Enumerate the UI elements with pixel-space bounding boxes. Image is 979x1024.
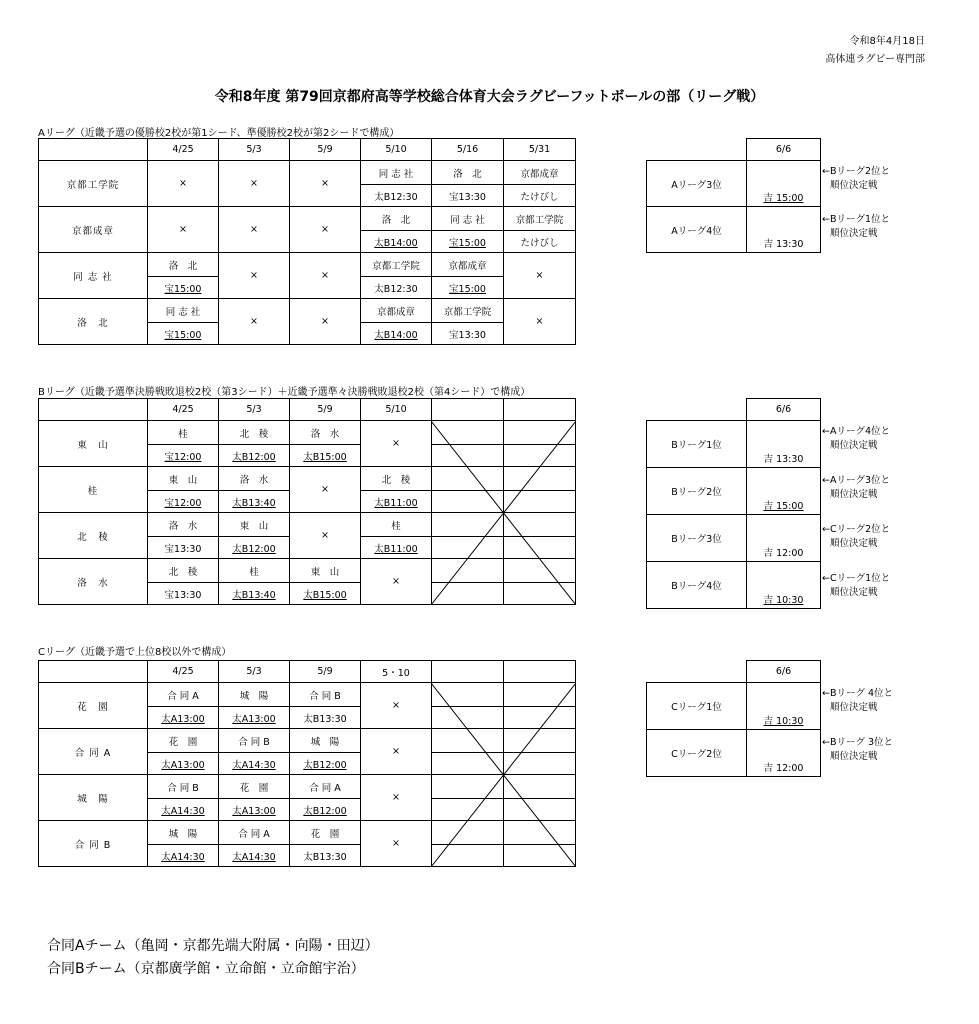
league-a-table (38, 138, 576, 345)
venue-time: 太B15:00 (303, 589, 347, 601)
team-name: 洛 水 (39, 559, 148, 605)
venue-time-cell (290, 445, 361, 467)
playoff-label: Cリーグ1位 (647, 683, 747, 730)
playoff-venue: 吉 15:00 (763, 501, 804, 512)
playoff-note-line: ←Cリーグ2位と (822, 524, 891, 535)
league-a-playoff-notes (822, 165, 890, 261)
date-header: 5/3 (219, 661, 290, 683)
opponent-cell: 合 同 B (219, 729, 290, 753)
opponent-cell: 京都成章 (361, 299, 432, 323)
venue-time: 太B13:30 (303, 713, 347, 725)
venue-time: 太B12:00 (232, 543, 276, 555)
venue-time: たけびし (520, 237, 559, 249)
playoff-venue-cell (747, 730, 821, 777)
no-match-cell: × (148, 207, 219, 253)
date-header (504, 399, 576, 421)
playoff-note-line: ←Aリーグ4位と (822, 426, 891, 437)
playoff-date: 6/6 (747, 399, 821, 421)
no-match-cell: × (219, 253, 290, 299)
no-match-cell: × (290, 467, 361, 513)
playoff-row (647, 161, 821, 207)
team-name: 東 山 (39, 421, 148, 467)
playoff-label: Bリーグ2位 (647, 468, 747, 515)
joint-team-a-note: 合同Aチーム（亀岡・京都先端大附属・向陽・田辺） (47, 938, 379, 954)
opponent-cell: 洛 水 (148, 513, 219, 537)
opponent-cell: 合 同 B (290, 683, 361, 707)
team-name: 京都工学院 (39, 161, 148, 207)
joint-team-notes (47, 935, 379, 981)
opponent-cell: 洛 北 (361, 207, 432, 231)
venue-time: 太A13:00 (161, 713, 205, 725)
opponent-cell: 合 同 A (290, 775, 361, 799)
no-match-cell: × (504, 299, 576, 345)
playoff-venue: 吉 10:30 (763, 595, 804, 606)
opponent-cell: 城 陽 (148, 821, 219, 845)
venue-time-cell (148, 753, 219, 775)
team-name: 桂 (39, 467, 148, 513)
organization-name: 高体連ラグビー専門部 (825, 54, 925, 65)
venue-time-cell (219, 707, 290, 729)
playoff-note-line: 順位決定戦 (830, 538, 878, 549)
opponent-cell: 東 山 (148, 467, 219, 491)
playoff-note-line: ←Bリーグ2位と (822, 166, 891, 177)
venue-time: 太A13:00 (232, 805, 276, 817)
venue-time: 太A14:30 (161, 851, 205, 863)
venue-time-cell (219, 537, 290, 559)
opponent-cell: 京都成章 (504, 161, 576, 185)
venue-time: 宝15:00 (449, 283, 486, 295)
league-a-playoff-table (646, 138, 821, 253)
venue-time: 太A14:30 (161, 805, 205, 817)
opponent-cell: 合 同 B (148, 775, 219, 799)
venue-time-cell (148, 491, 219, 513)
corner-cell (39, 139, 148, 161)
document-date-block (825, 33, 925, 69)
league-b-playoff-table (646, 398, 821, 609)
document-date: 令和8年4月18日 (849, 36, 925, 47)
playoff-note (822, 425, 890, 474)
venue-time-cell (219, 583, 290, 605)
date-header: 4/25 (148, 661, 219, 683)
venue-time: 太B12:00 (303, 759, 347, 771)
venue-time: 太B12:30 (374, 283, 418, 295)
opponent-cell: 桂 (219, 559, 290, 583)
playoff-note (822, 213, 890, 261)
venue-time-cell (148, 277, 219, 299)
venue-time-cell (290, 753, 361, 775)
venue-time-cell (219, 753, 290, 775)
venue-time-cell (432, 231, 504, 253)
team-name: 城 陽 (39, 775, 148, 821)
date-header: 5/9 (290, 661, 361, 683)
no-match-cell: × (290, 299, 361, 345)
venue-time: 太B15:00 (303, 451, 347, 463)
playoff-header-row (647, 661, 821, 683)
joint-team-b-note: 合同Bチーム（京都廣学館・立命館・立命館宇治） (47, 961, 365, 977)
playoff-row (647, 515, 821, 562)
playoff-note (822, 572, 890, 621)
venue-time: 宝15:00 (164, 283, 202, 295)
opponent-cell: 城 陽 (290, 729, 361, 753)
team-name: 合 同 A (39, 729, 148, 775)
no-match-cell: × (290, 207, 361, 253)
venue-time: 宝15:00 (164, 329, 202, 341)
playoff-note-line: 順位決定戦 (830, 180, 878, 191)
venue-time-cell (148, 323, 219, 345)
date-header: 5/3 (219, 399, 290, 421)
opponent-cell: 京都成章 (432, 253, 504, 277)
no-match-cell: × (290, 513, 361, 559)
venue-time-cell (148, 799, 219, 821)
date-header: 4/25 (148, 139, 219, 161)
venue-time: 太B14:00 (374, 329, 418, 341)
league-b-playoff-notes (822, 425, 890, 621)
team-name: 合 同 B (39, 821, 148, 867)
playoff-note-line: ←Bリーグ 3位と (822, 737, 894, 748)
playoff-note (822, 523, 890, 572)
no-match-cell: × (219, 207, 290, 253)
date-header: 5/9 (290, 139, 361, 161)
playoff-label: Aリーグ4位 (647, 207, 747, 253)
league-c-caption: Cリーグ（近畿予選で上位8校以外で構成） (38, 647, 232, 658)
match-row (39, 161, 576, 185)
playoff-note (822, 687, 893, 736)
venue-time-cell (290, 583, 361, 605)
team-name: 洛 北 (39, 299, 148, 345)
playoff-venue-cell (747, 562, 821, 609)
league-c-playoff-table (646, 660, 821, 777)
venue-time-cell (361, 231, 432, 253)
opponent-cell: 同 志 社 (361, 161, 432, 185)
venue-time: 宝15:00 (449, 237, 486, 249)
opponent-cell: 洛 水 (219, 467, 290, 491)
playoff-label: Bリーグ1位 (647, 421, 747, 468)
venue-time: 太B14:00 (374, 237, 418, 249)
playoff-venue: 吉 15:00 (763, 193, 804, 204)
playoff-note-line: ←Cリーグ1位と (822, 573, 891, 584)
venue-time-cell (290, 707, 361, 729)
playoff-venue: 吉 12:00 (763, 548, 804, 559)
venue-time-cell (361, 537, 432, 559)
playoff-row (647, 730, 821, 777)
venue-time: 太B11:00 (374, 543, 418, 555)
venue-time-cell (290, 845, 361, 867)
playoff-note-line: ←Bリーグ1位と (822, 214, 891, 225)
no-match-cell: × (219, 299, 290, 345)
opponent-cell: 洛 北 (148, 253, 219, 277)
playoff-note-line: 順位決定戦 (830, 702, 878, 713)
venue-time-cell (361, 323, 432, 345)
venue-time: 太B13:30 (303, 851, 347, 863)
venue-time: 太A13:00 (232, 713, 276, 725)
unused-slots-cross (431, 421, 576, 605)
venue-time: 宝13:30 (164, 543, 202, 555)
no-match-cell: × (361, 729, 432, 775)
team-name: 同 志 社 (39, 253, 148, 299)
no-match-cell: × (361, 421, 432, 467)
playoff-venue-cell (747, 161, 821, 207)
venue-time-cell (148, 707, 219, 729)
playoff-note-line: 順位決定戦 (830, 440, 878, 451)
playoff-note-line: 順位決定戦 (830, 751, 878, 762)
venue-time-cell (219, 799, 290, 821)
corner-cell (39, 399, 148, 421)
playoff-row (647, 562, 821, 609)
playoff-note (822, 165, 890, 213)
playoff-header-row (647, 139, 821, 161)
venue-time-cell (219, 845, 290, 867)
venue-time: たけびし (520, 191, 559, 203)
venue-time-cell (432, 323, 504, 345)
playoff-note (822, 736, 893, 785)
match-row (39, 299, 576, 323)
venue-time-cell (148, 845, 219, 867)
no-match-cell: × (361, 775, 432, 821)
corner-cell (39, 661, 148, 683)
venue-time-cell (361, 277, 432, 299)
playoff-venue: 吉 13:30 (763, 454, 804, 465)
opponent-cell: 京都工学院 (504, 207, 576, 231)
playoff-corner (647, 399, 747, 421)
no-match-cell: × (290, 161, 361, 207)
venue-time-cell (504, 231, 576, 253)
playoff-venue-cell (747, 207, 821, 253)
venue-time: 宝12:00 (164, 451, 202, 463)
opponent-cell: 花 園 (148, 729, 219, 753)
document-title: 令和8年度 第79回京都府高等学校総合体育大会ラグビーフットボールの部（リーグ戦） (214, 89, 765, 105)
playoff-venue: 吉 12:00 (763, 763, 804, 774)
no-match-cell: × (219, 161, 290, 207)
no-match-cell: × (148, 161, 219, 207)
unused-slots-cross (431, 683, 576, 867)
playoff-row (647, 207, 821, 253)
playoff-label: Bリーグ4位 (647, 562, 747, 609)
venue-time: 太B12:00 (303, 805, 347, 817)
no-match-cell: × (361, 821, 432, 867)
playoff-header-row (647, 399, 821, 421)
date-header (432, 399, 504, 421)
playoff-note-line: 順位決定戦 (830, 489, 878, 500)
venue-time: 太A13:00 (161, 759, 205, 771)
opponent-cell: 桂 (361, 513, 432, 537)
playoff-date: 6/6 (747, 139, 821, 161)
venue-time: 太B13:40 (232, 497, 276, 509)
playoff-label: Bリーグ3位 (647, 515, 747, 562)
no-match-cell: × (504, 253, 576, 299)
header-row (39, 139, 576, 161)
playoff-corner (647, 661, 747, 683)
opponent-cell: 城 陽 (219, 683, 290, 707)
playoff-venue-cell (747, 515, 821, 562)
venue-time-cell (148, 583, 219, 605)
venue-time: 太B13:40 (232, 589, 276, 601)
venue-time-cell (290, 799, 361, 821)
league-a-caption: Aリーグ（近畿予選の優勝校2校が第1シード、準優勝校2校が第2シードで構成） (38, 128, 400, 139)
date-header: 5/10 (361, 399, 432, 421)
opponent-cell: 北 稜 (361, 467, 432, 491)
playoff-venue-cell (747, 421, 821, 468)
venue-time: 宝13:30 (164, 589, 202, 601)
playoff-venue-cell (747, 683, 821, 730)
date-header (504, 661, 576, 683)
venue-time-cell (361, 491, 432, 513)
playoff-label: Aリーグ3位 (647, 161, 747, 207)
venue-time-cell (219, 491, 290, 513)
date-header: 5/16 (432, 139, 504, 161)
match-row (39, 253, 576, 277)
playoff-row (647, 421, 821, 468)
venue-time: 太A14:30 (232, 851, 276, 863)
venue-time: 太B11:00 (374, 497, 418, 509)
opponent-cell: 花 園 (290, 821, 361, 845)
opponent-cell: 東 山 (219, 513, 290, 537)
team-name: 京都成章 (39, 207, 148, 253)
opponent-cell: 同 志 社 (432, 207, 504, 231)
playoff-row (647, 468, 821, 515)
no-match-cell: × (290, 253, 361, 299)
opponent-cell: 洛 水 (290, 421, 361, 445)
playoff-venue: 吉 10:30 (763, 716, 804, 727)
playoff-note-line: ←Aリーグ3位と (822, 475, 891, 486)
playoff-venue: 吉 13:30 (763, 239, 804, 250)
league-b-caption: Bリーグ（近畿予選準決勝戦敗退校2校（第3シード）＋近畿予選準々決勝戦敗退校2校（第4シード）で構成） (38, 387, 531, 398)
venue-time-cell (219, 445, 290, 467)
playoff-corner (647, 139, 747, 161)
playoff-note-line: ←Bリーグ 4位と (822, 688, 894, 699)
playoff-venue-cell (747, 468, 821, 515)
date-header: 5/31 (504, 139, 576, 161)
venue-time-cell (148, 537, 219, 559)
opponent-cell: 東 山 (290, 559, 361, 583)
match-row (39, 207, 576, 231)
opponent-cell: 洛 北 (432, 161, 504, 185)
header-row (39, 399, 576, 421)
playoff-note-line: 順位決定戦 (830, 587, 878, 598)
opponent-cell: 花 園 (219, 775, 290, 799)
date-header: 5/9 (290, 399, 361, 421)
opponent-cell: 同 志 社 (148, 299, 219, 323)
date-header (432, 661, 504, 683)
venue-time: 宝13:30 (449, 329, 486, 341)
playoff-note-line: 順位決定戦 (830, 228, 878, 239)
header-row (39, 661, 576, 683)
venue-time-cell (361, 185, 432, 207)
date-header: 5・10 (361, 661, 432, 683)
opponent-cell: 京都工学院 (432, 299, 504, 323)
opponent-cell: 合 同 A (219, 821, 290, 845)
opponent-cell: 北 稜 (219, 421, 290, 445)
opponent-cell: 京都工学院 (361, 253, 432, 277)
venue-time: 宝13:30 (449, 191, 486, 203)
date-header: 5/10 (361, 139, 432, 161)
venue-time: 太B12:00 (232, 451, 276, 463)
date-header: 4/25 (148, 399, 219, 421)
playoff-label: Cリーグ2位 (647, 730, 747, 777)
venue-time-cell (432, 277, 504, 299)
team-name: 北 稜 (39, 513, 148, 559)
venue-time-cell (148, 445, 219, 467)
date-header: 5/3 (219, 139, 290, 161)
opponent-cell: 桂 (148, 421, 219, 445)
venue-time-cell (504, 185, 576, 207)
venue-time: 太B12:30 (374, 191, 418, 203)
league-c-playoff-notes (822, 687, 893, 785)
venue-time: 宝12:00 (164, 497, 202, 509)
team-name: 花 園 (39, 683, 148, 729)
venue-time: 太A14:30 (232, 759, 276, 771)
playoff-note (822, 474, 890, 523)
no-match-cell: × (361, 559, 432, 605)
opponent-cell: 合 同 A (148, 683, 219, 707)
venue-time-cell (432, 185, 504, 207)
no-match-cell: × (361, 683, 432, 729)
opponent-cell: 北 稜 (148, 559, 219, 583)
playoff-row (647, 683, 821, 730)
playoff-date: 6/6 (747, 661, 821, 683)
